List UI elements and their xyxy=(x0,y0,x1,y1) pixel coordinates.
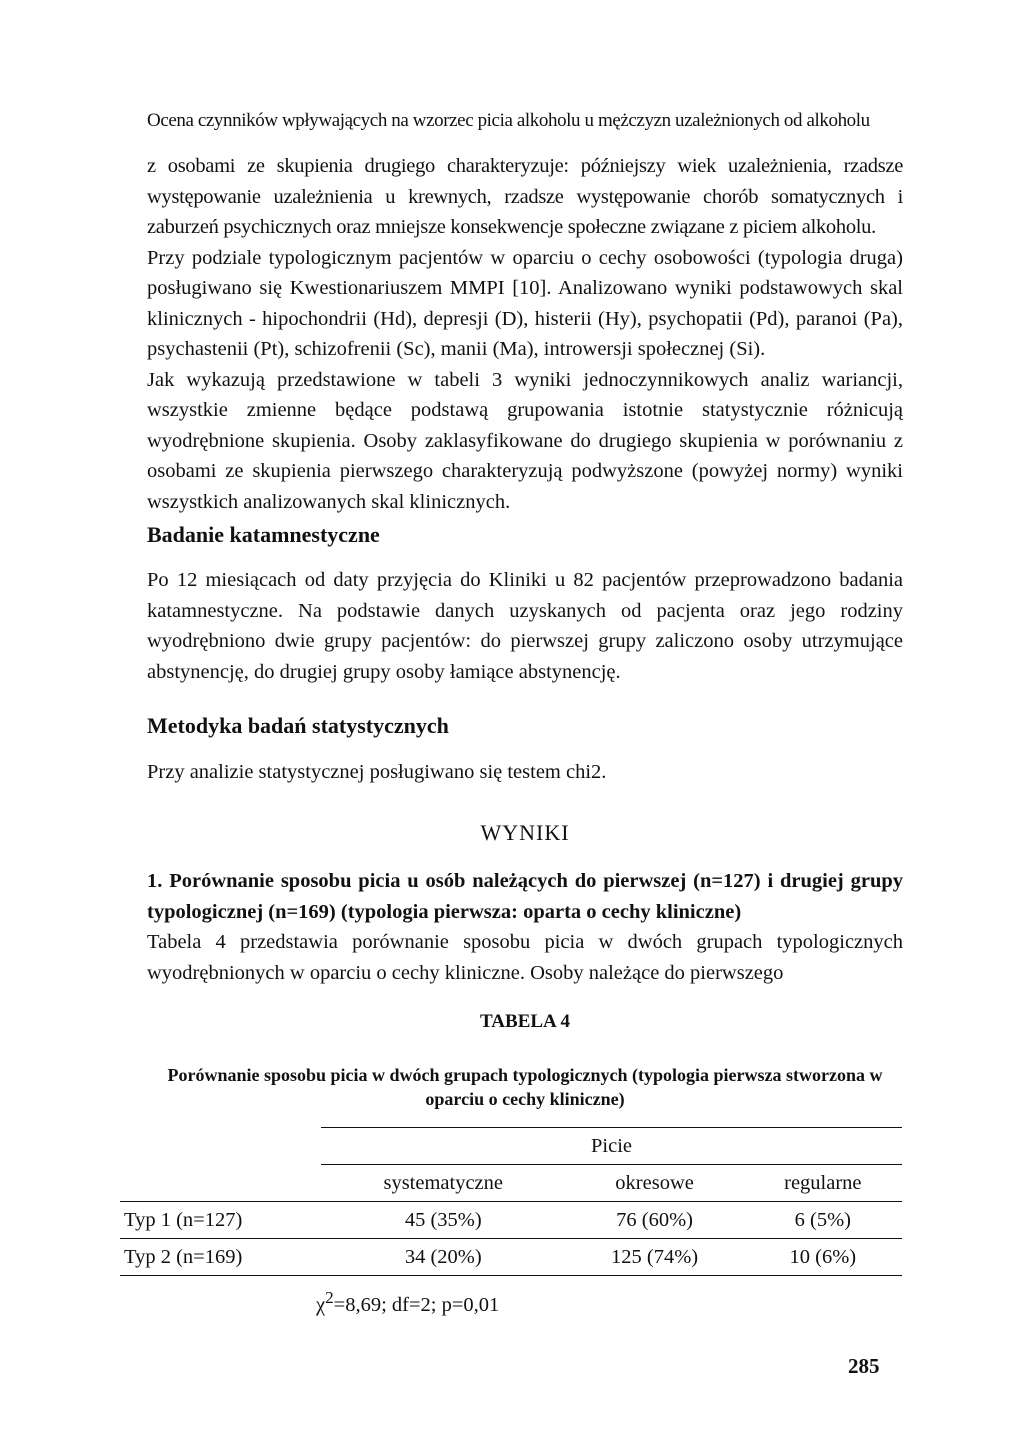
table-header-blank xyxy=(120,1165,321,1202)
table-cell: 34 (20%) xyxy=(321,1239,566,1276)
table-row-label: Typ 2 (n=169) xyxy=(120,1239,321,1276)
data-table xyxy=(120,1127,902,1276)
paragraph: Przy podziale typologicznym pacjentów w oparciu o cechy osobowości (typologia druga) posługiwano się Kwestionariuszem MMPI [10]. Analizowano wyniki podstawowych skal klinicznych - hipochondrii (Hd), depresji (D), histerii (Hy), psychopatii (Pd), paranoi (Pa), psychastenii (Pt), schizofrenii (Sc), manii (Ma), introwersji społecznej (Si). xyxy=(147,246,903,360)
table-corner-cell xyxy=(120,1128,321,1165)
results-subsection-heading: 1. Porównanie sposobu picia u osób należących do pierwszej (n=127) i drugiej grupy typologicznej (n=169) (typologia pierwsza: oparta o cechy kliniczne) xyxy=(147,870,903,923)
table-group-header-row xyxy=(120,1128,902,1165)
table-column-header: systematyczne xyxy=(321,1165,566,1202)
table-row-label: Typ 1 (n=127) xyxy=(120,1202,321,1239)
chi-symbol: χ xyxy=(316,1293,326,1316)
results-title: WYNIKI xyxy=(480,820,570,845)
chi-exponent: 2 xyxy=(325,1288,334,1307)
paragraph: z osobami ze skupienia drugiego charakteryzuje: późniejszy wiek uzależnienia, rzadsze występowanie uzależnienia u krewnych, rzadsze występowanie chorób somatycznych i zaburzeń psychicznych oraz mniejsze konsekwencje społeczne związane z piciem alkoholu. xyxy=(147,155,903,238)
paragraph: Tabela 4 przedstawia porównanie sposobu picia w dwóch grupach typologicznych wyodrębnionych w oparciu o cechy kliniczne. Osoby należące do pierwszego xyxy=(147,931,903,984)
section-text-metodyka xyxy=(147,757,903,788)
intro-text xyxy=(147,151,903,517)
section-text-katamnestyczne xyxy=(147,565,903,687)
table-cell: 45 (35%) xyxy=(321,1202,566,1239)
table-header-row xyxy=(120,1165,902,1202)
results-text xyxy=(147,927,903,988)
table-row xyxy=(120,1202,902,1239)
table-statistics xyxy=(316,1288,499,1317)
section-heading-metodyka: Metodyka badań statystycznych xyxy=(147,713,449,738)
paragraph: Jak wykazują przedstawione w tabeli 3 wyniki jednoczynnikowych analiz wariancji, wszystkie zmienne będące podstawą grupowania istotnie statystycznie różnicują wyodrębnione skupienia. Osoby zaklasyfikowane do drugiego skupienia w porównaniu z osobami ze skupienia pierwszego charakteryzują podwyższone (powyżej normy) wyniki wszystkich analizowanych skal klinicznych. xyxy=(147,368,903,513)
table-column-header: regularne xyxy=(744,1165,902,1202)
table-cell: 10 (6%) xyxy=(744,1239,902,1276)
paragraph: Przy analizie statystycznej posługiwano się testem chi2. xyxy=(147,761,607,783)
paragraph: Po 12 miesiącach od daty przyjęcia do Kliniki u 82 pacjentów przeprowadzono badania katamnestyczne. Na podstawie danych uzyskanych od pacjenta oraz jego rodziny wyodrębniono dwie grupy pacjentów: do pierwszej grupy zaliczono osoby utrzymujące abstynencję, do drugiej grupy osoby łamiące abstynencję. xyxy=(147,569,903,683)
table-label: TABELA 4 xyxy=(480,1011,570,1032)
table-column-header: okresowe xyxy=(566,1165,744,1202)
running-header: Ocena czynników wpływających na wzorzec picia alkoholu u mężczyzn uzależnionych od alkoholu xyxy=(147,110,870,131)
stats-values: =8,69; df=2; p=0,01 xyxy=(333,1293,500,1316)
table-cell: 125 (74%) xyxy=(566,1239,744,1276)
table-group-header: Picie xyxy=(321,1128,902,1165)
table-row xyxy=(120,1239,902,1276)
table-cell: 6 (5%) xyxy=(744,1202,902,1239)
page-number: 285 xyxy=(848,1354,880,1378)
section-heading-katamnestyczne: Badanie katamnestyczne xyxy=(147,522,380,547)
table-caption: Porównanie sposobu picia w dwóch grupach typologicznych (typologia pierwsza stworzona w oparciu o cechy kliniczne) xyxy=(167,1065,883,1109)
table-cell: 76 (60%) xyxy=(566,1202,744,1239)
